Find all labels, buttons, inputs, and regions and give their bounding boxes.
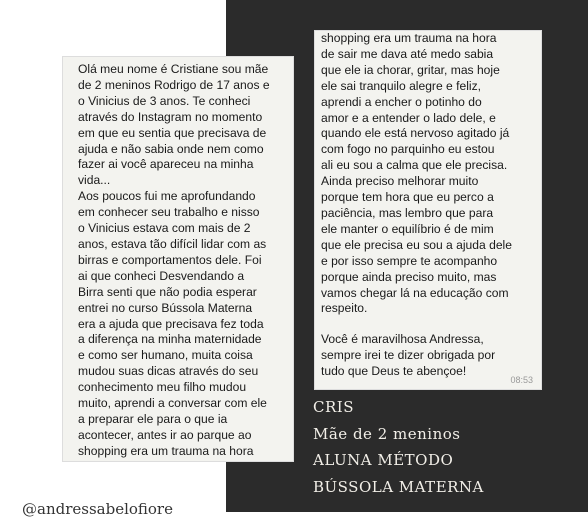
message-line: paciência, mas lembro que para — [321, 205, 494, 220]
message-line: amor e a entender o lado dele, e — [321, 110, 496, 125]
message-line: vida... — [78, 173, 111, 188]
message-line: acontecer, antes ir ao parque ao — [78, 427, 252, 442]
message-screenshot-right — [314, 30, 542, 390]
message-text-right — [321, 31, 537, 317]
message-line: que ele ia chorar, gritar, mas hoje — [321, 62, 500, 77]
message-line: entrei no curso Bússola Materna — [78, 300, 253, 315]
message-line: fazer ai você apareceu na minha — [78, 157, 254, 172]
message-line: de 2 meninos Rodrigo de 17 anos e — [78, 77, 270, 92]
message-text-right-end — [321, 332, 537, 380]
message-line: sempre irei te dizer obrigada por — [321, 348, 496, 363]
caption-role: Mãe de 2 meninos — [313, 424, 461, 443]
message-line: com fogo no parquinho eu estou — [321, 142, 495, 157]
paragraph-gap — [321, 317, 541, 332]
message-line: ali eu sou a calma que ele precisa. — [321, 158, 508, 173]
message-line: respeito. — [321, 301, 368, 316]
message-line: Ainda preciso melhorar muito — [321, 174, 479, 189]
message-line: ajuda e não sabia onde nem como — [78, 141, 264, 156]
message-line: de sair me dava até medo sabia — [321, 46, 494, 61]
message-line: mudou suas dicas através do seu — [78, 364, 259, 379]
message-line: quando ele está nervoso agitado já — [321, 126, 510, 141]
message-text-left — [78, 62, 288, 460]
message-line: vamos chegar lá na educação com — [321, 285, 509, 300]
caption-program: ALUNA MÉTODO — [313, 451, 454, 469]
message-line: e como ser humano, muita coisa — [78, 348, 253, 363]
caption-course: BÚSSOLA MATERNA — [313, 477, 484, 496]
instagram-handle: @andressabelofiore — [22, 500, 173, 518]
message-line: era a ajuda que precisava fez toda — [78, 316, 264, 331]
message-line: porque ainda preciso muito, mas — [321, 269, 497, 284]
message-line: shopping era um trauma na hora — [321, 31, 497, 45]
message-line: aprendi a encher o potinho do — [321, 94, 482, 109]
message-line: que ele precisa eu sou a ajuda dele — [321, 237, 512, 252]
message-line: birras e comportamentos dele. Foi — [78, 252, 262, 267]
message-line: Aos poucos fui me aprofundando — [78, 189, 256, 204]
message-line: ele sai tranquilo alegre e feliz, — [321, 78, 482, 93]
message-line: conhecimento meu filho mudou — [78, 380, 247, 395]
caption-name: CRIS — [313, 398, 354, 416]
message-line: ai que conheci Desvendando a — [78, 268, 245, 283]
message-line: shopping era um trauma na hora — [78, 443, 254, 458]
message-line: Olá meu nome é Cristiane sou mãe — [78, 62, 269, 76]
message-line: ele manter o equilíbrio é de mim — [321, 221, 494, 236]
message-line: muito, aprendi a conversar com ele — [78, 396, 267, 411]
message-line: Birra senti que não podia esperar — [78, 284, 257, 299]
message-screenshot-left — [62, 56, 294, 462]
testimonial-caption — [313, 394, 484, 500]
message-line: a diferença na minha maternidade — [78, 332, 262, 347]
message-line: a preparar ele para o que ia — [78, 411, 228, 426]
message-line: e por isso sempre te acompanho — [321, 253, 498, 268]
message-line: o Vinicius de 3 anos. Te conheci — [78, 93, 251, 108]
message-line: em que eu sentia que precisava de — [78, 125, 267, 140]
message-line: Você é maravilhosa Andressa, — [321, 332, 484, 347]
message-line: porque tem hora que eu perco a — [321, 190, 494, 205]
message-line: o Vinicius estava com mais de 2 — [78, 221, 251, 236]
message-line: tudo que Deus te abençoe! — [321, 364, 467, 379]
message-line: anos, estava tão difícil lidar com as — [78, 236, 267, 251]
message-timestamp: 08:53 — [510, 375, 533, 385]
message-line: através do Instagram no momento — [78, 109, 263, 124]
message-line: em conhecer seu trabalho e nisso — [78, 205, 260, 220]
